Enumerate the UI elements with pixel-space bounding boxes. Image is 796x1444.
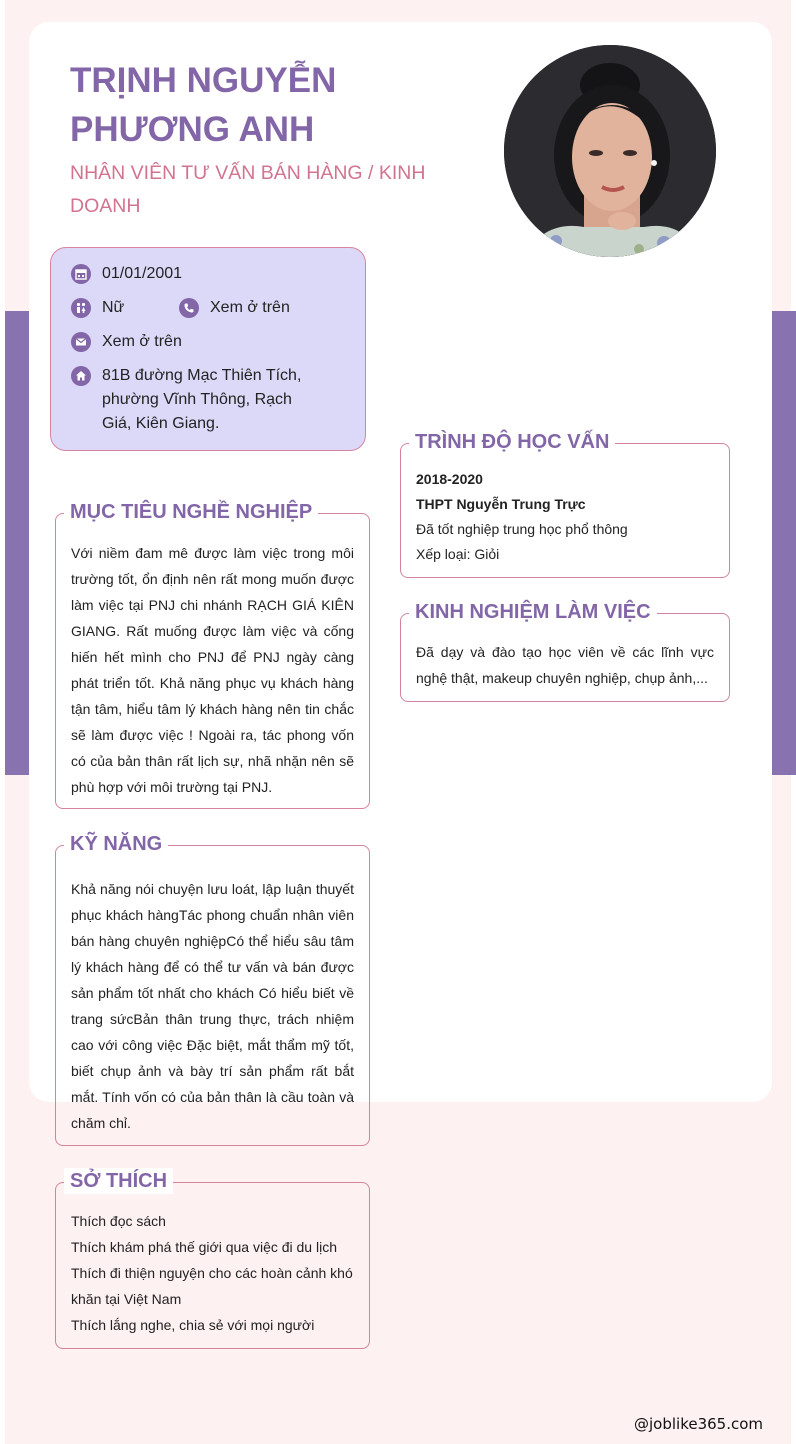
left-accent-bar	[5, 311, 29, 775]
birthday-value: 01/01/2001	[102, 265, 183, 282]
education-grade: Xếp loại: Giỏi	[416, 546, 500, 562]
phone-row	[179, 296, 290, 320]
hobbies-list	[71, 1208, 354, 1338]
address-row	[71, 364, 321, 436]
experience-section	[400, 601, 730, 702]
education-title: TRÌNH ĐỘ HỌC VẤN	[409, 429, 615, 455]
hobby-item: Thích đi thiện nguyện cho các hoàn cảnh khó khăn tại Việt Nam	[71, 1265, 353, 1307]
skills-text: Khả năng nói chuyện lưu loát, lập luận thuyết phục khách hàngTác phong chuẩn nhân viên bán hàng chuyên nghiệpCó thể hiểu sâu tâm lý khách hàng để có thể tư vấn và bán được sản phẩm tốt nhất cho khách Có hiểu biết về trang sứcBản thân trung thực, trách nhiệm cao với công việc Đặc biệt, mắt thẩm mỹ tốt, biết chụp ảnh và bày trí sản phẩm rất bắt mắt. Tính vốn có của bản thân là cầu toàn và chăm chỉ.	[71, 881, 354, 1131]
gender-icon	[71, 298, 91, 318]
gender-row	[71, 296, 124, 320]
education-section	[400, 431, 730, 578]
gender-value: Nữ	[102, 299, 125, 316]
skills-title: KỸ NĂNG	[64, 831, 168, 857]
hobbies-section	[55, 1170, 370, 1349]
right-accent-bar	[772, 311, 796, 775]
education-period: 2018-2020	[416, 471, 483, 487]
phone-value: Xem ở trên	[210, 299, 290, 316]
experience-title: KINH NGHIỆM LÀM VIỆC	[409, 599, 657, 625]
education-school: THPT Nguyễn Trung Trực	[416, 496, 586, 512]
avatar	[504, 45, 716, 257]
objective-title: MỤC TIÊU NGHỀ NGHIỆP	[64, 499, 318, 525]
address-value: 81B đường Mạc Thiên Tích, phường Vĩnh Thông, Rạch Giá, Kiên Giang.	[102, 367, 302, 432]
candidate-name: TRỊNH NGUYỄN PHƯƠNG ANH	[70, 61, 337, 149]
phone-icon	[179, 298, 199, 318]
objective-text: Với niềm đam mê được làm việc trong môi trường tốt, ổn định nên rất mong muốn được làm việc tại PNJ chi nhánh RẠCH GIÁ KIÊN GIANG. Rất muống được làm việc và cống hiến hết mình cho PNJ để PNJ ngày càng phát triển tốt. Khả năng phục vụ khách hàng tận tâm, hiểu tâm lý khách hàng nên tin chắc sẽ làm được việc ! Ngoài ra, tác phong vốn có của bản thân rất lịch sự, nhã nhặn nên sẽ phù hợp với môi trường tại PNJ.	[71, 545, 354, 795]
email-value: Xem ở trên	[102, 333, 182, 350]
hobby-item: Thích khám phá thế giới qua việc đi du lịch	[71, 1239, 337, 1255]
skills-section	[55, 833, 370, 1146]
job-title: NHÂN VIÊN TƯ VẤN BÁN HÀNG / KINH DOANH	[70, 162, 426, 217]
experience-text: Đã dạy và đào tạo học viên về các lĩnh vực nghệ thật, makeup chuyên nghiệp, chụp ảnh,...	[416, 644, 714, 686]
hobby-item: Thích đọc sách	[71, 1213, 166, 1229]
education-body	[416, 467, 714, 567]
hobbies-title: SỞ THÍCH	[64, 1168, 173, 1194]
avatar-photo	[504, 45, 716, 257]
email-icon	[71, 332, 91, 352]
objective-section	[55, 501, 370, 809]
hobby-item: Thích lắng nghe, chia sẻ với mọi người	[71, 1317, 315, 1333]
calendar-icon	[71, 264, 91, 284]
watermark: @joblike365.com	[634, 1415, 764, 1433]
home-icon	[71, 366, 91, 386]
education-detail: Đã tốt nghiệp trung học phổ thông	[416, 521, 628, 537]
email-row	[71, 330, 182, 354]
birthday-row	[71, 262, 182, 286]
